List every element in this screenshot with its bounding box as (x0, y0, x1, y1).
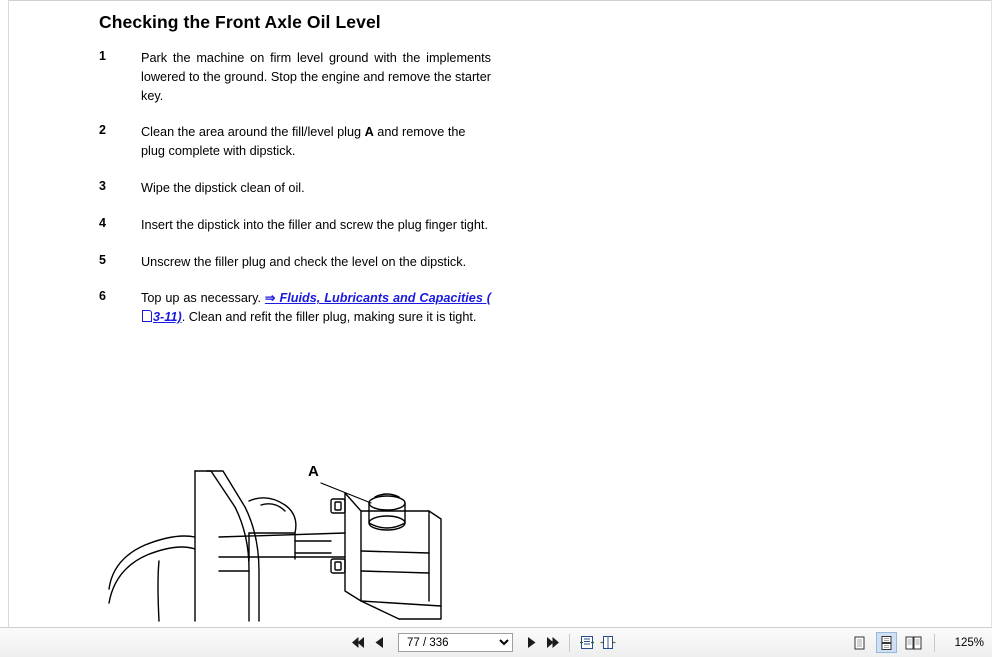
cross-reference-page: 3-11) (153, 310, 182, 325)
page-number-select[interactable] (398, 633, 513, 652)
next-page-icon[interactable] (523, 633, 540, 652)
callout-label-a: A (308, 463, 319, 480)
step-text-part: . Clean and refit the filler plug, making sure it is tight. (181, 310, 477, 325)
step-number: 1 (99, 49, 106, 63)
plug-label-reference: A (364, 125, 374, 140)
toolbar-divider (569, 634, 570, 652)
page-left-margin (0, 0, 9, 627)
previous-page-icon[interactable] (371, 633, 388, 652)
toolbar-divider (934, 634, 935, 652)
step-text: Park the machine on firm level ground with the implements lowered to the ground. Stop the engine and remove the starter key. (141, 51, 491, 103)
view-mode-group (850, 628, 984, 657)
fit-page-icon[interactable] (578, 633, 595, 652)
step-text: Unscrew the filler plug and check the level on the dipstick. (141, 254, 467, 269)
step-number: 4 (99, 215, 106, 230)
step-text (141, 289, 491, 327)
list-item (99, 289, 499, 327)
list-item (99, 216, 499, 235)
document-page (9, 1, 991, 627)
viewer-toolbar (0, 627, 992, 657)
page-icon (142, 310, 152, 322)
page-title: Checking the Front Axle Oil Level (99, 12, 381, 32)
cross-reference-label: Fluids, Lubricants and Capacities ( (279, 291, 491, 306)
step-number: 6 (99, 289, 106, 304)
list-item (99, 49, 499, 105)
step-number: 2 (99, 123, 106, 138)
zoom-level-label[interactable]: 125% (954, 636, 984, 649)
step-text: Wipe the dipstick clean of oil. (141, 180, 305, 195)
cross-reference-arrow-icon: ⇒ (264, 291, 276, 306)
step-text-part: Clean the area around the fill/level plug (141, 125, 365, 140)
single-page-view-icon[interactable] (850, 633, 869, 652)
front-axle-illustration (99, 441, 519, 627)
list-item (99, 123, 499, 161)
facing-page-view-icon[interactable] (904, 633, 923, 652)
step-text-part: Top up as necessary. (141, 291, 265, 306)
step-text-part: and remove the plug complete with dipstick. (141, 125, 466, 159)
step-text: Insert the dipstick into the filler and screw the plug finger tight. (141, 217, 488, 232)
step-number: 3 (99, 178, 106, 193)
last-page-icon[interactable] (544, 633, 561, 652)
step-text (141, 123, 491, 161)
list-item (99, 179, 499, 198)
first-page-icon[interactable] (350, 633, 367, 652)
page-navigation-group (350, 628, 616, 657)
procedure-step-list (99, 49, 499, 345)
step-number: 5 (99, 252, 106, 267)
continuous-page-view-icon[interactable] (876, 632, 897, 653)
fit-width-icon[interactable] (599, 633, 616, 652)
list-item (99, 253, 499, 272)
